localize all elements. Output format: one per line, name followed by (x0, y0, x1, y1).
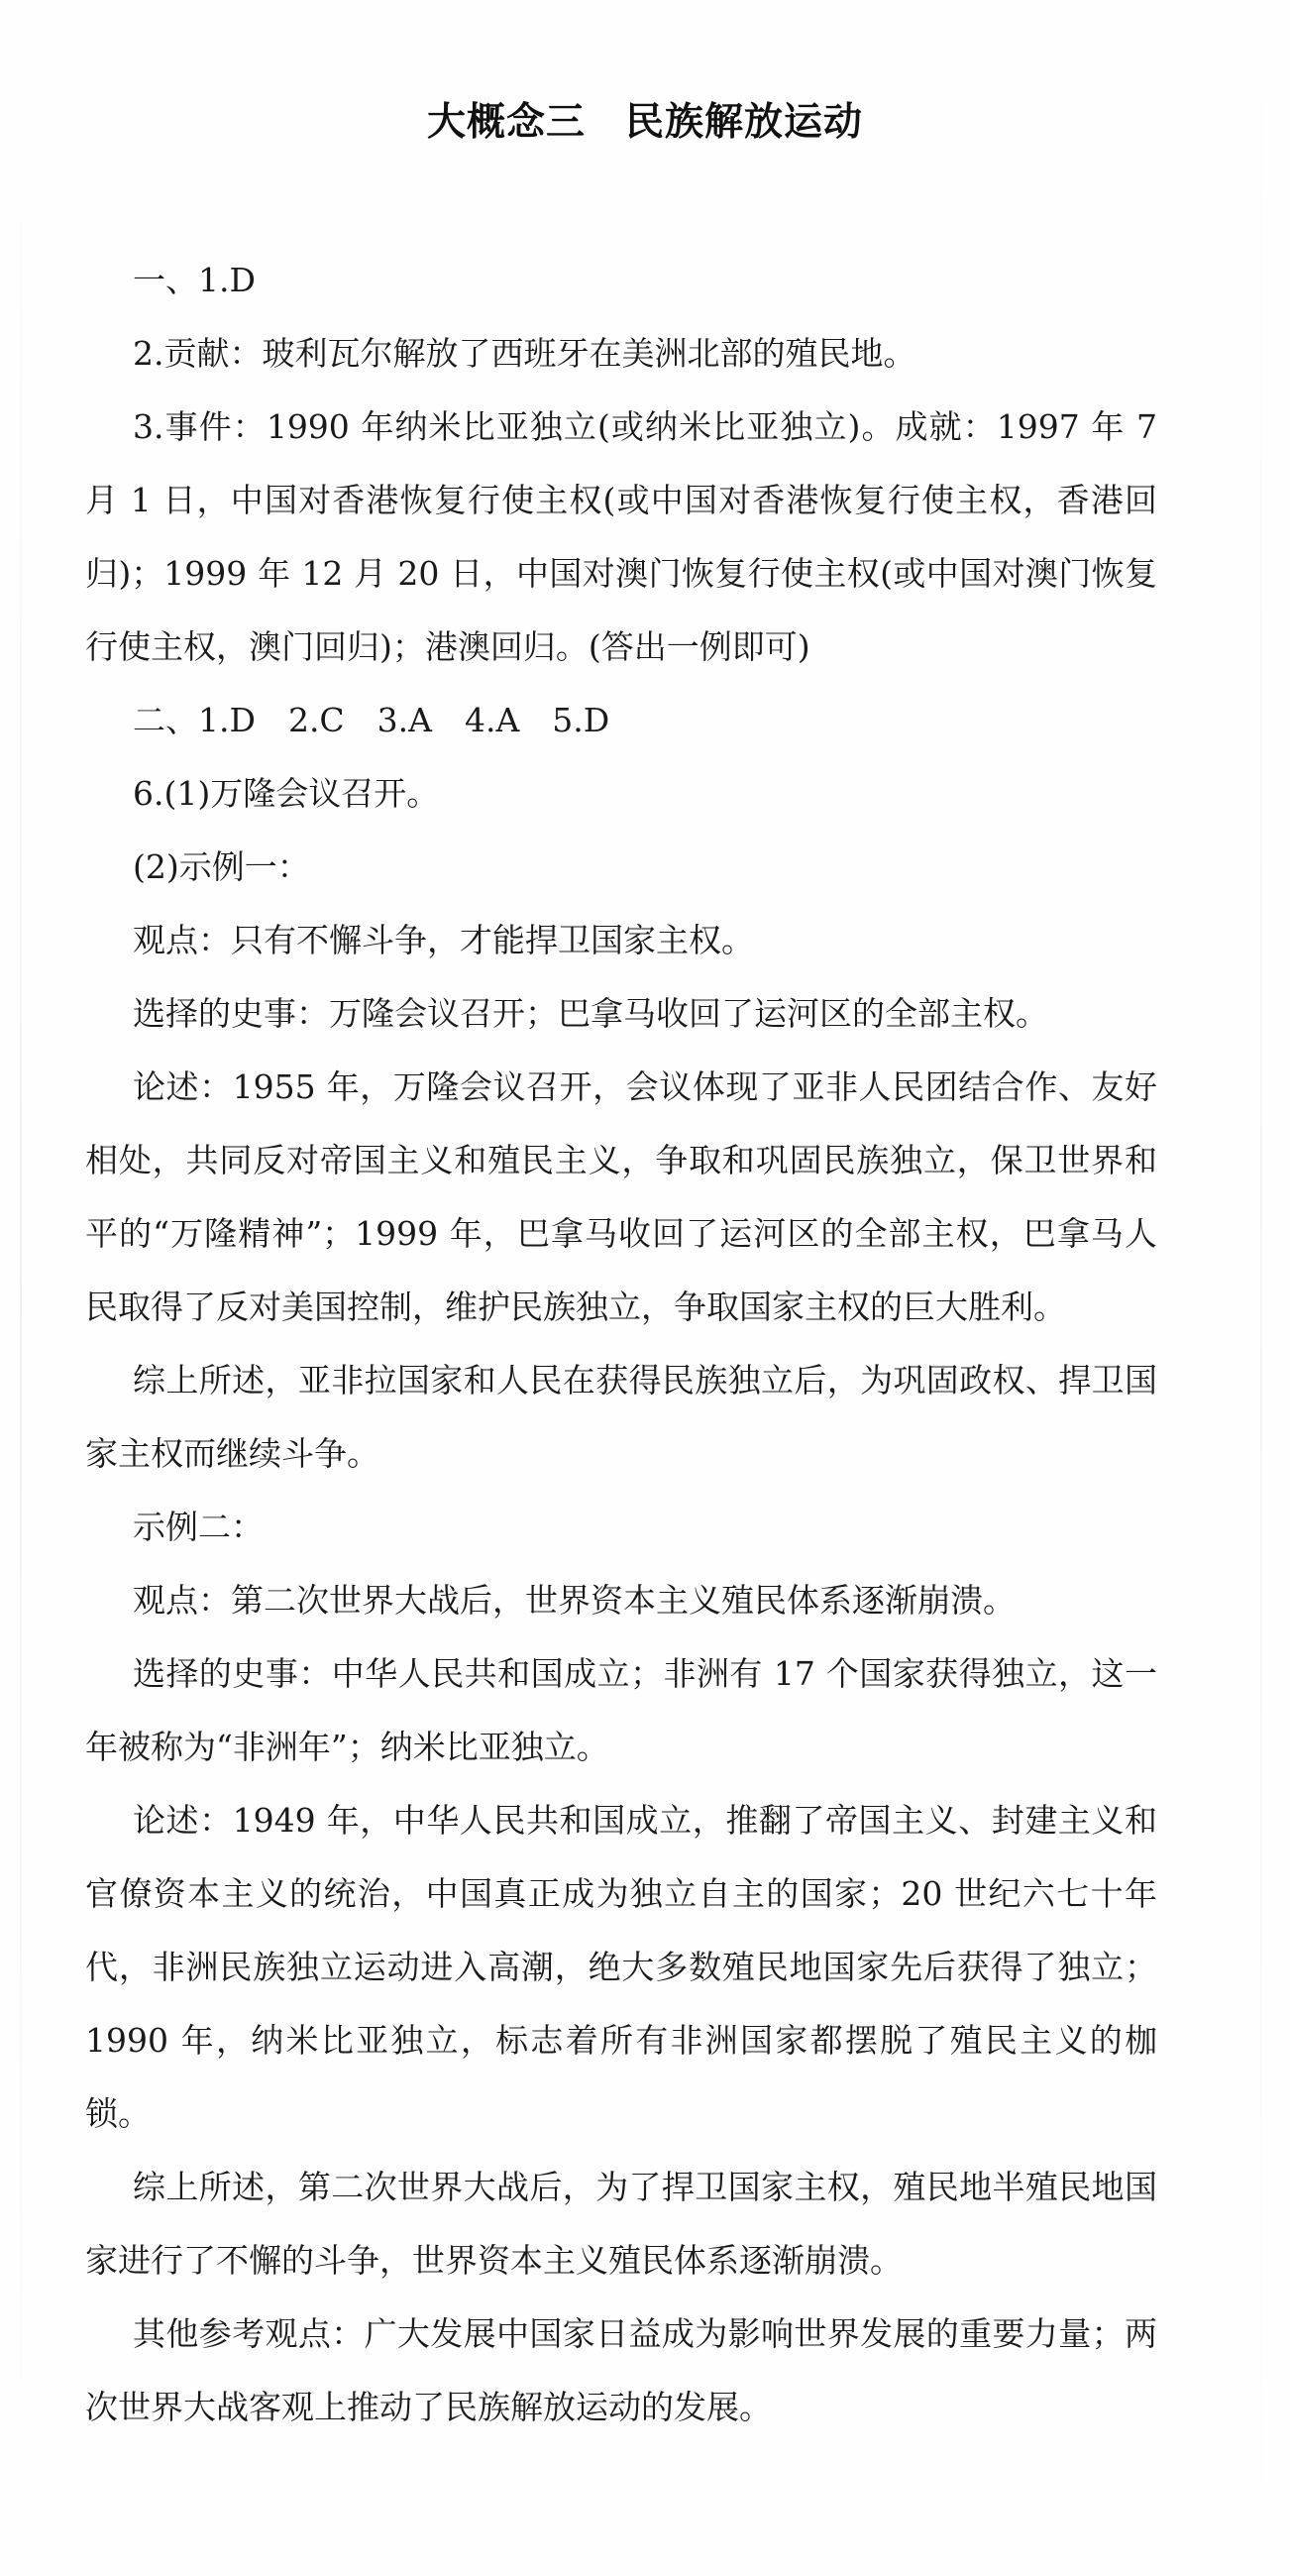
example1-selected-events: 选择的史事：万隆会议召开；巴拿马收回了运河区的全部主权。 (133, 994, 1048, 1033)
answer-section-1-q1: 一、1.D (133, 261, 256, 299)
answer-body (85, 244, 1157, 2444)
page-title: 大概念三 民族解放运动 (426, 100, 863, 145)
example2-selected-events: 选择的史事：中华人民共和国成立；非洲有 17 个国家获得独立，这一年被称为“非洲年”；纳米比亚独立。 (85, 1654, 1157, 1766)
answer-section-1-q2: 2.贡献：玻利瓦尔解放了西班牙在美洲北部的殖民地。 (133, 334, 916, 373)
answer-section-1-q3: 3.事件：1990 年纳米比亚独立(或纳米比亚独立)。成就：1997 年 7 月 1 日，中国对香港恢复行使主权(或中国对香港恢复行使主权，香港回归)；1999 年 12 月 20 日，中国对澳门恢复行使主权(或中国对澳门恢复行使主权，澳门回归)；港澳回归。(答出一例即可) (85, 407, 1157, 666)
example1-summary: 综上所述，亚非拉国家和人民在获得民族独立后，为巩固政权、捍卫国家主权而继续斗争。 (85, 1361, 1157, 1473)
page-edge-shadow-right (1260, 0, 1262, 2576)
example2-argument: 论述：1949 年，中华人民共和国成立，推翻了帝国主义、封建主义和官僚资本主义的统治，中国真正成为独立自主的国家；20 世纪六七十年代，非洲民族独立运动进入高潮，绝大多数殖民地国家先后获得了独立；1990 年，纳米比亚独立，标志着所有非洲国家都摆脱了殖民主义的枷锁。 (85, 1801, 1157, 2133)
other-reference-viewpoints: 其他参考观点：广大发展中国家日益成为影响世界发展的重要力量；两次世界大战客观上推动了民族解放运动的发展。 (85, 2314, 1157, 2426)
example2-summary: 综上所述，第二次世界大战后，为了捍卫国家主权，殖民地半殖民地国家进行了不懈的斗争，世界资本主义殖民体系逐渐崩溃。 (85, 2168, 1157, 2280)
example2-heading: 示例二： (133, 1508, 264, 1546)
answer-q6-part1: 6.(1)万隆会议召开。 (133, 774, 440, 813)
example1-argument: 论述：1955 年，万隆会议召开，会议体现了亚非人民团结合作、友好相处，共同反对帝国主义和殖民主义，争取和巩固民族独立，保卫世界和平的“万隆精神”；1999 年，巴拿马收回了运河区的全部主权，巴拿马人民取得了反对美国控制，维护民族独立，争取国家主权的巨大胜利。 (85, 1067, 1157, 1326)
example1-viewpoint: 观点：只有不懈斗争，才能捍卫国家主权。 (133, 921, 754, 959)
example2-viewpoint: 观点：第二次世界大战后，世界资本主义殖民体系逐渐崩溃。 (133, 1581, 1016, 1620)
answer-section-2-choices: 二、1.D 2.C 3.A 4.A 5.D (133, 701, 610, 739)
answer-q6-part2-example1-heading: (2)示例一： (133, 847, 310, 886)
page-edge-shadow-left (20, 99, 22, 2498)
